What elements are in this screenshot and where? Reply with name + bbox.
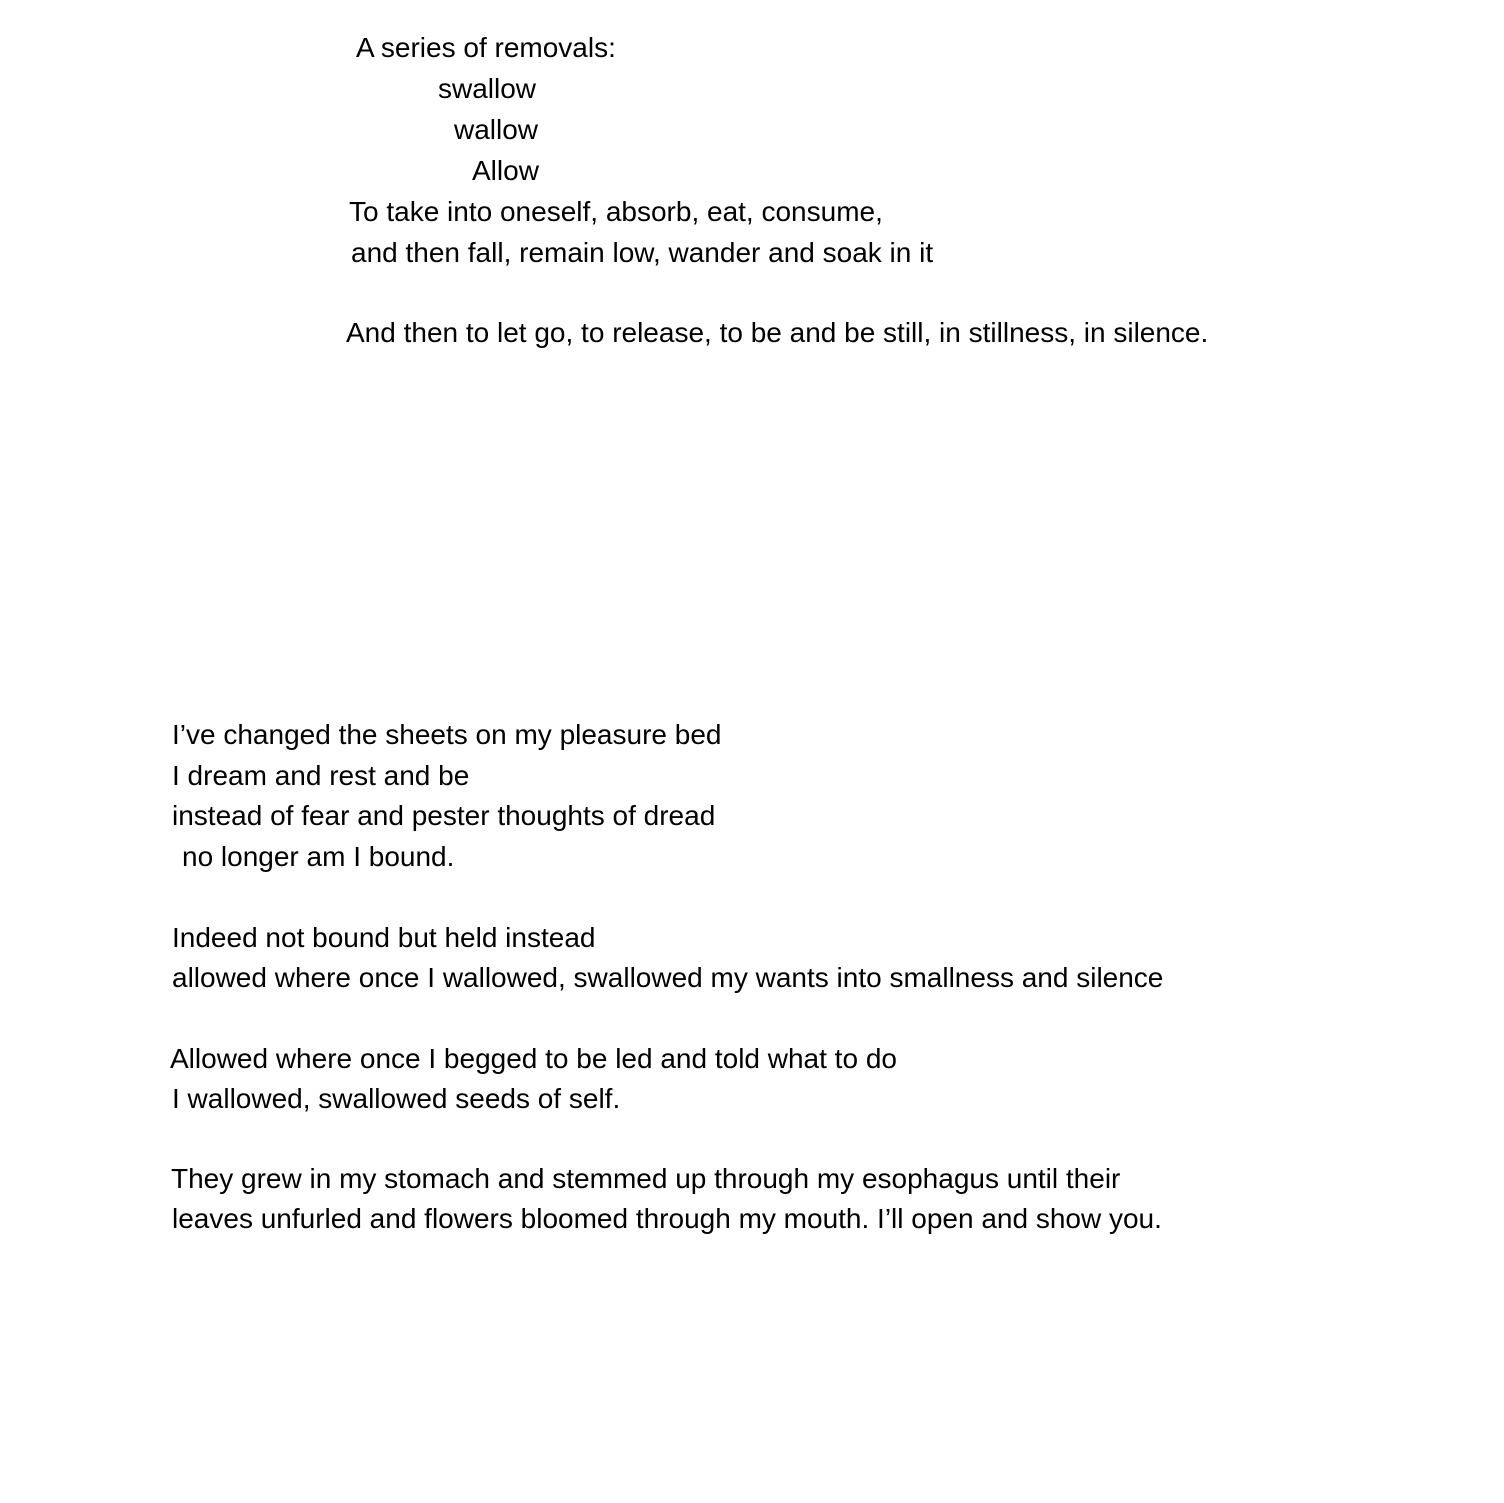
poem-line: wallow [454, 114, 539, 145]
poem-line: To take into oneself, absorb, eat, consume, [349, 196, 883, 227]
poem-line: And then to let go, to release, to be and be still, in stillness, in silence. [346, 317, 1209, 348]
poem-line: Indeed not bound but held instead [172, 922, 596, 953]
poem-line: Allow [472, 155, 539, 186]
poem-line: I’ve changed the sheets on my pleasure bed [172, 719, 722, 750]
poem-line: I wallowed, swallowed seeds of self. [172, 1083, 621, 1114]
poem-line: I dream and rest and be [172, 760, 470, 791]
poem-line: instead of fear and pester thoughts of dread [172, 800, 716, 831]
poem-line: and then fall, remain low, wander and soak in it [351, 237, 934, 268]
poem-line: no longer am I bound. [182, 841, 455, 872]
poem-line: Allowed where once I begged to be led and told what to do [170, 1043, 897, 1074]
poem-line: leaves unfurled and flowers bloomed through my mouth. I’ll open and show you. [172, 1203, 1162, 1234]
poem-line: allowed where once I wallowed, swallowed my wants into smallness and silence [172, 962, 1164, 993]
poem-line: swallow [438, 73, 537, 104]
poem-line: They grew in my stomach and stemmed up through my esophagus until their [171, 1163, 1121, 1194]
poem-line: A series of removals: [356, 32, 616, 63]
